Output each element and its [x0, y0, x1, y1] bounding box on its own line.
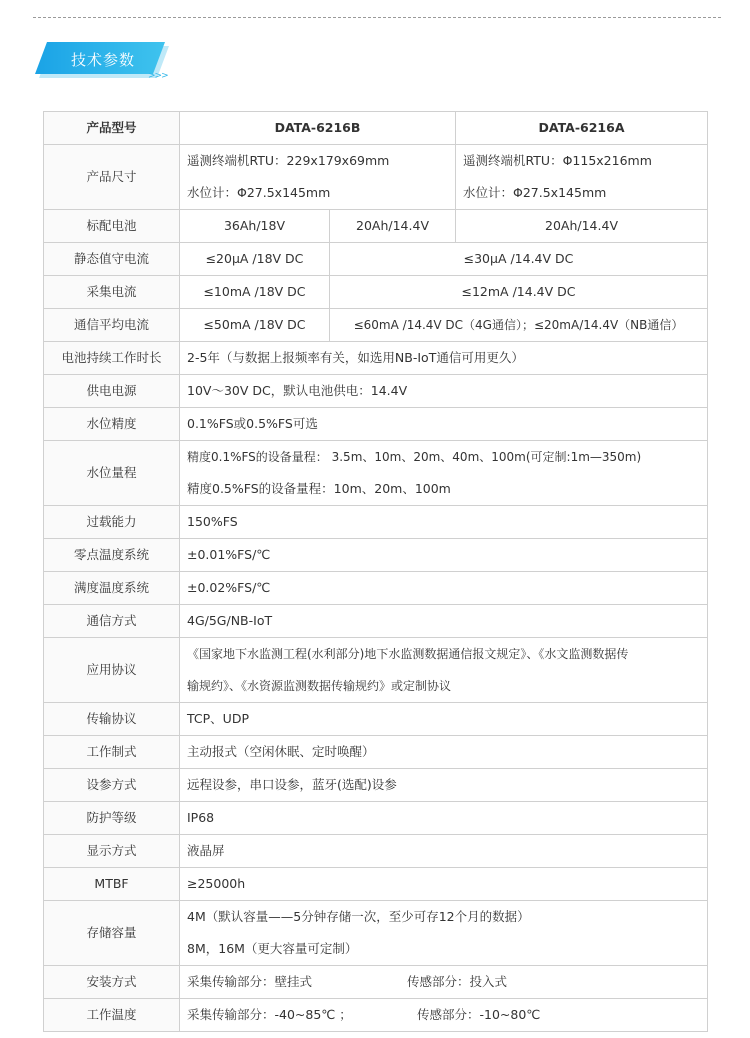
- protocol-cell: [180, 638, 708, 703]
- install-cell: [180, 966, 708, 999]
- model-a-header: DATA-6216A: [456, 112, 708, 145]
- size-a-line2: 水位计：Φ27.5x145mm: [463, 185, 607, 200]
- temp-cell: [180, 999, 708, 1032]
- install-part2: 传感部分：投入式: [407, 974, 508, 989]
- size-a-cell: [456, 145, 708, 210]
- display-cell: 液晶屏: [180, 835, 708, 868]
- protection-cell: IP68: [180, 802, 708, 835]
- standby-a-cell: ≤30μA /14.4V DC: [330, 243, 708, 276]
- table-row: [44, 539, 708, 572]
- table-row: [44, 736, 708, 769]
- row-label: 安装方式: [44, 966, 180, 999]
- row-label: 显示方式: [44, 835, 180, 868]
- model-b-header: DATA-6216B: [180, 112, 456, 145]
- row-label: 产品尺寸: [44, 145, 180, 210]
- collect-b-cell: ≤10mA /18V DC: [180, 276, 330, 309]
- row-label: 设参方式: [44, 769, 180, 802]
- row-label: 通信方式: [44, 605, 180, 638]
- row-label: 静态值守电流: [44, 243, 180, 276]
- size-a-line1: 遥测终端机RTU：Φ115x216mm: [463, 153, 652, 168]
- row-label: 标配电池: [44, 210, 180, 243]
- battery-b2-cell: 20Ah/14.4V: [330, 210, 456, 243]
- storage-line2: 8M，16M（更大容量可定制）: [187, 941, 358, 956]
- table-row: [44, 145, 708, 210]
- range-line1: 精度0.1%FS的设备量程： 3.5m、10m、20m、40m、100m(可定制:1m—350m): [187, 450, 642, 464]
- row-label: 产品型号: [44, 112, 180, 145]
- table-row: [44, 309, 708, 342]
- range-cell: [180, 441, 708, 506]
- zero-temp-cell: ±0.01%FS/℃: [180, 539, 708, 572]
- size-b-cell: [180, 145, 456, 210]
- table-row: [44, 703, 708, 736]
- full-temp-cell: ±0.02%FS/℃: [180, 572, 708, 605]
- mtbf-cell: ≥25000h: [180, 868, 708, 901]
- table-row: [44, 441, 708, 506]
- row-label: 满度温度系统: [44, 572, 180, 605]
- accuracy-cell: 0.1%FS或0.5%FS可选: [180, 408, 708, 441]
- power-cell: 10V～30V DC，默认电池供电：14.4V: [180, 375, 708, 408]
- battery-life-cell: 2-5年（与数据上报频率有关，如选用NB-IoT通信可用更久）: [180, 342, 708, 375]
- row-label: 水位精度: [44, 408, 180, 441]
- top-divider: [33, 17, 721, 18]
- row-label: 应用协议: [44, 638, 180, 703]
- transport-cell: TCP、UDP: [180, 703, 708, 736]
- storage-cell: [180, 901, 708, 966]
- collect-a-cell: ≤12mA /14.4V DC: [330, 276, 708, 309]
- install-part1: 采集传输部分：壁挂式: [187, 974, 313, 989]
- table-row: [44, 375, 708, 408]
- row-label: 零点温度系统: [44, 539, 180, 572]
- protocol-line2: 输规约》、《水资源监测数据传输规约》或定制协议: [187, 679, 452, 693]
- row-label: 电池持续工作时长: [44, 342, 180, 375]
- row-label: 过载能力: [44, 506, 180, 539]
- section-banner: [33, 40, 173, 84]
- table-row: [44, 210, 708, 243]
- range-line2: 精度0.5%FS的设备量程：10m、20m、100m: [187, 481, 451, 496]
- table-row: [44, 506, 708, 539]
- row-label: 工作温度: [44, 999, 180, 1032]
- storage-line1: 4M（默认容量——5分钟存储一次，至少可存12个月的数据）: [187, 909, 530, 924]
- standby-b-cell: ≤20μA /18V DC: [180, 243, 330, 276]
- comm-current-b-cell: ≤50mA /18V DC: [180, 309, 330, 342]
- row-label: MTBF: [44, 868, 180, 901]
- table-row: [44, 276, 708, 309]
- table-row: [44, 769, 708, 802]
- table-row: [44, 868, 708, 901]
- table-row: [44, 342, 708, 375]
- table-row: [44, 802, 708, 835]
- table-row: [44, 572, 708, 605]
- arrows-icon: >>>: [148, 71, 168, 81]
- row-label: 水位量程: [44, 441, 180, 506]
- table-row: [44, 605, 708, 638]
- row-label: 采集电流: [44, 276, 180, 309]
- row-label: 工作制式: [44, 736, 180, 769]
- battery-a-cell: 20Ah/14.4V: [456, 210, 708, 243]
- table-row: [44, 999, 708, 1032]
- row-label: 通信平均电流: [44, 309, 180, 342]
- protocol-line1: 《国家地下水监测工程(水利部分)地下水监测数据通信报文规定》、《水文监测数据传: [187, 647, 629, 661]
- temp-part2: 传感部分：-10~80℃: [417, 1007, 541, 1022]
- comm-current-a-cell: ≤60mA /14.4V DC（4G通信）；≤20mA/14.4V（NB通信）: [330, 309, 708, 342]
- table-row: [44, 901, 708, 966]
- spec-table: [43, 111, 708, 1032]
- table-row: [44, 243, 708, 276]
- work-mode-cell: 主动报式（空闲休眠、定时唤醒）: [180, 736, 708, 769]
- config-cell: 远程设参，串口设参，蓝牙(选配)设参: [180, 769, 708, 802]
- row-label: 防护等级: [44, 802, 180, 835]
- battery-b1-cell: 36Ah/18V: [180, 210, 330, 243]
- size-b-line1: 遥测终端机RTU：229x179x69mm: [187, 153, 390, 168]
- temp-part1: 采集传输部分：-40~85℃ ；: [187, 1007, 352, 1022]
- section-title: 技术参数: [70, 51, 135, 69]
- row-label: 存储容量: [44, 901, 180, 966]
- table-row: [44, 408, 708, 441]
- table-row: [44, 835, 708, 868]
- table-row: [44, 638, 708, 703]
- comm-mode-cell: 4G/5G/NB-IoT: [180, 605, 708, 638]
- row-label: 传输协议: [44, 703, 180, 736]
- table-row: [44, 112, 708, 145]
- overload-cell: 150%FS: [180, 506, 708, 539]
- table-row: [44, 966, 708, 999]
- row-label: 供电电源: [44, 375, 180, 408]
- size-b-line2: 水位计：Φ27.5x145mm: [187, 185, 331, 200]
